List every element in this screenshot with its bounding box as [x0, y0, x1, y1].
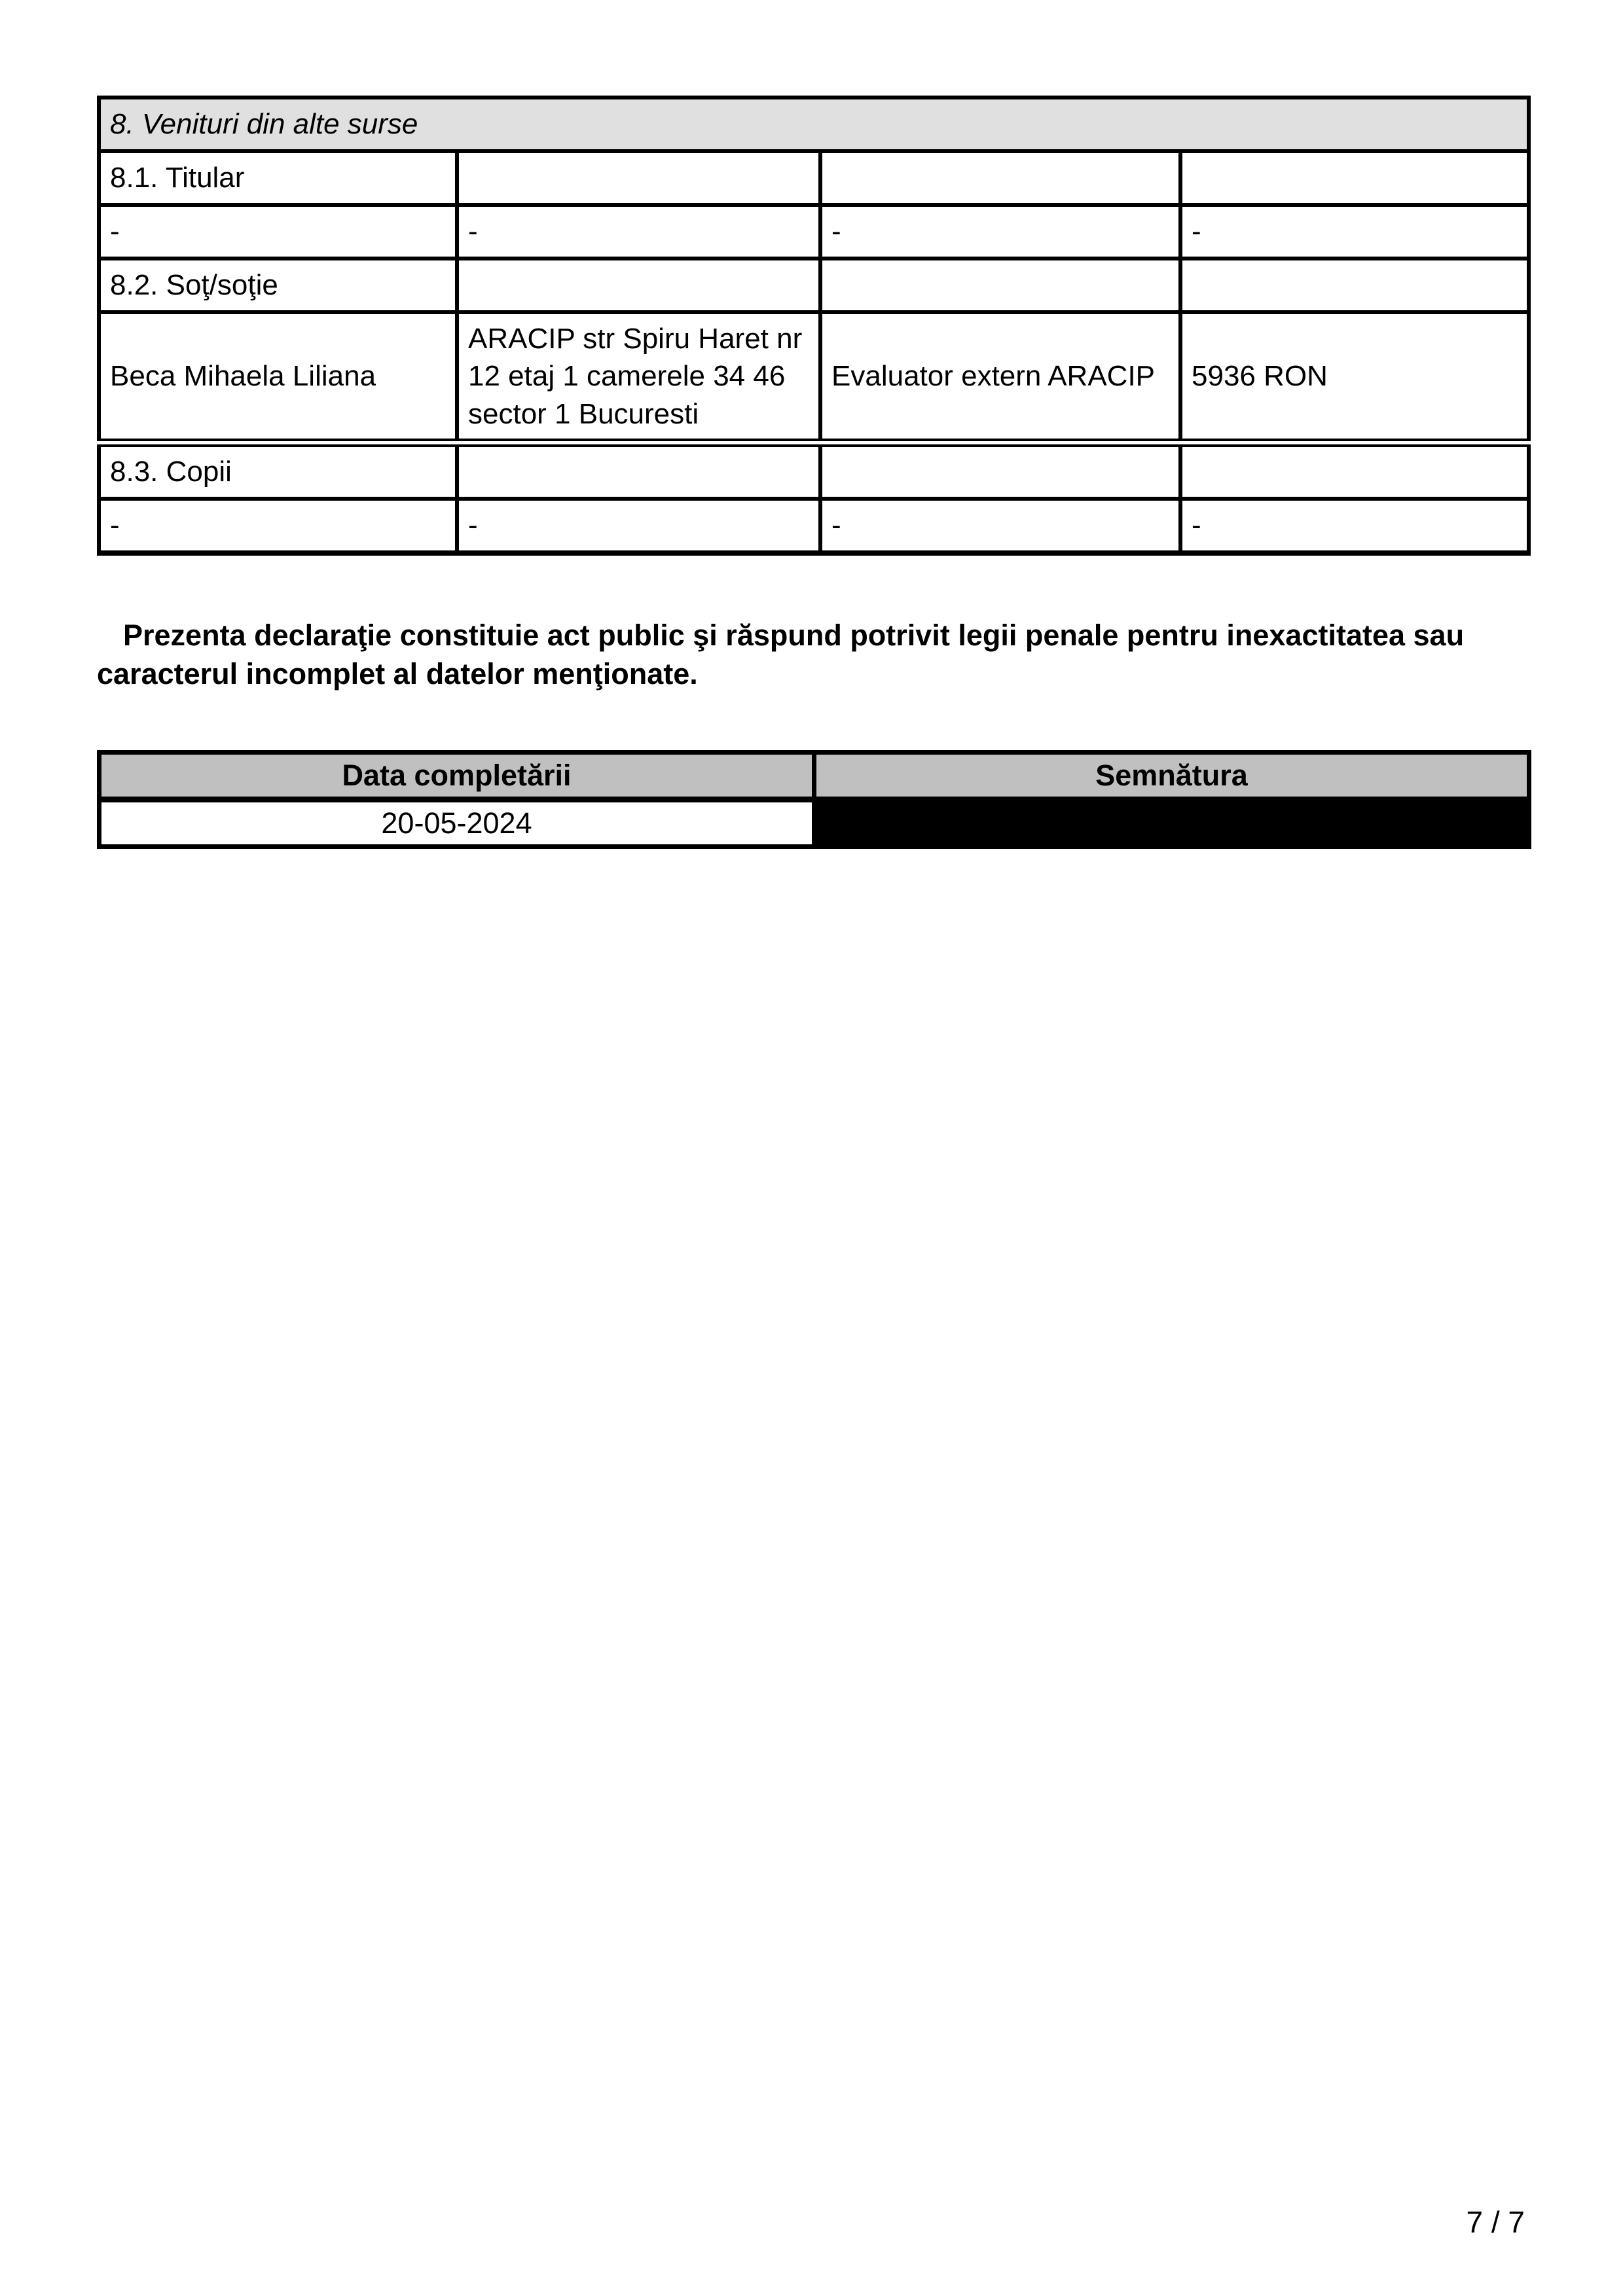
table-row [99, 443, 1529, 499]
subheader-sot-sotie: 8.2. Soţ/soţie [99, 259, 457, 312]
empty-cell [457, 443, 820, 499]
document-content [97, 96, 1527, 849]
income-cell-service: - [820, 205, 1180, 259]
subheader-copii: 8.3. Copii [99, 443, 457, 499]
completion-date-cell: 20-05-2024 [100, 799, 814, 846]
income-cell-amount: - [1180, 205, 1529, 259]
declaration-note: Prezenta declaraţie constituie act public şi răspund potrivit legii penale pentru inexactitatea sau caracterul incomplet al datelor menţionate. [97, 619, 1465, 691]
table-row [99, 259, 1529, 312]
table-row [99, 499, 1529, 553]
income-cell-name: - [99, 205, 457, 259]
empty-cell [820, 443, 1180, 499]
table-row [100, 799, 1529, 846]
empty-cell [457, 151, 820, 205]
income-cell-amount: 5936 RON [1180, 312, 1529, 443]
header-data-completarii: Data completării [100, 752, 814, 799]
table-row [99, 205, 1529, 259]
income-cell-source: - [457, 205, 820, 259]
empty-cell [820, 151, 1180, 205]
table-row [99, 312, 1529, 443]
empty-cell [820, 259, 1180, 312]
table-row [99, 98, 1529, 151]
income-cell-source: ARACIP str Spiru Haret nr 12 etaj 1 camerele 34 46 sector 1 Bucuresti [457, 312, 820, 443]
income-cell-name: Beca Mihaela Liliana [99, 312, 457, 443]
page-number: 7 / 7 [1466, 2205, 1525, 2239]
income-cell-service: - [820, 499, 1180, 553]
subheader-titular: 8.1. Titular [99, 151, 457, 205]
table-row [100, 752, 1529, 799]
empty-cell [1180, 151, 1529, 205]
income-cell-service: Evaluator extern ARACIP [820, 312, 1180, 443]
table-row [99, 151, 1529, 205]
empty-cell [1180, 259, 1529, 312]
income-section-header: 8. Venituri din alte surse [99, 98, 1529, 151]
signature-redaction-cell [814, 799, 1529, 846]
income-table [97, 96, 1531, 556]
signature-table [97, 750, 1531, 849]
income-cell-amount: - [1180, 499, 1529, 553]
empty-cell [1180, 443, 1529, 499]
income-cell-name: - [99, 499, 457, 553]
header-semnatura: Semnătura [814, 752, 1529, 799]
income-cell-source: - [457, 499, 820, 553]
empty-cell [457, 259, 820, 312]
